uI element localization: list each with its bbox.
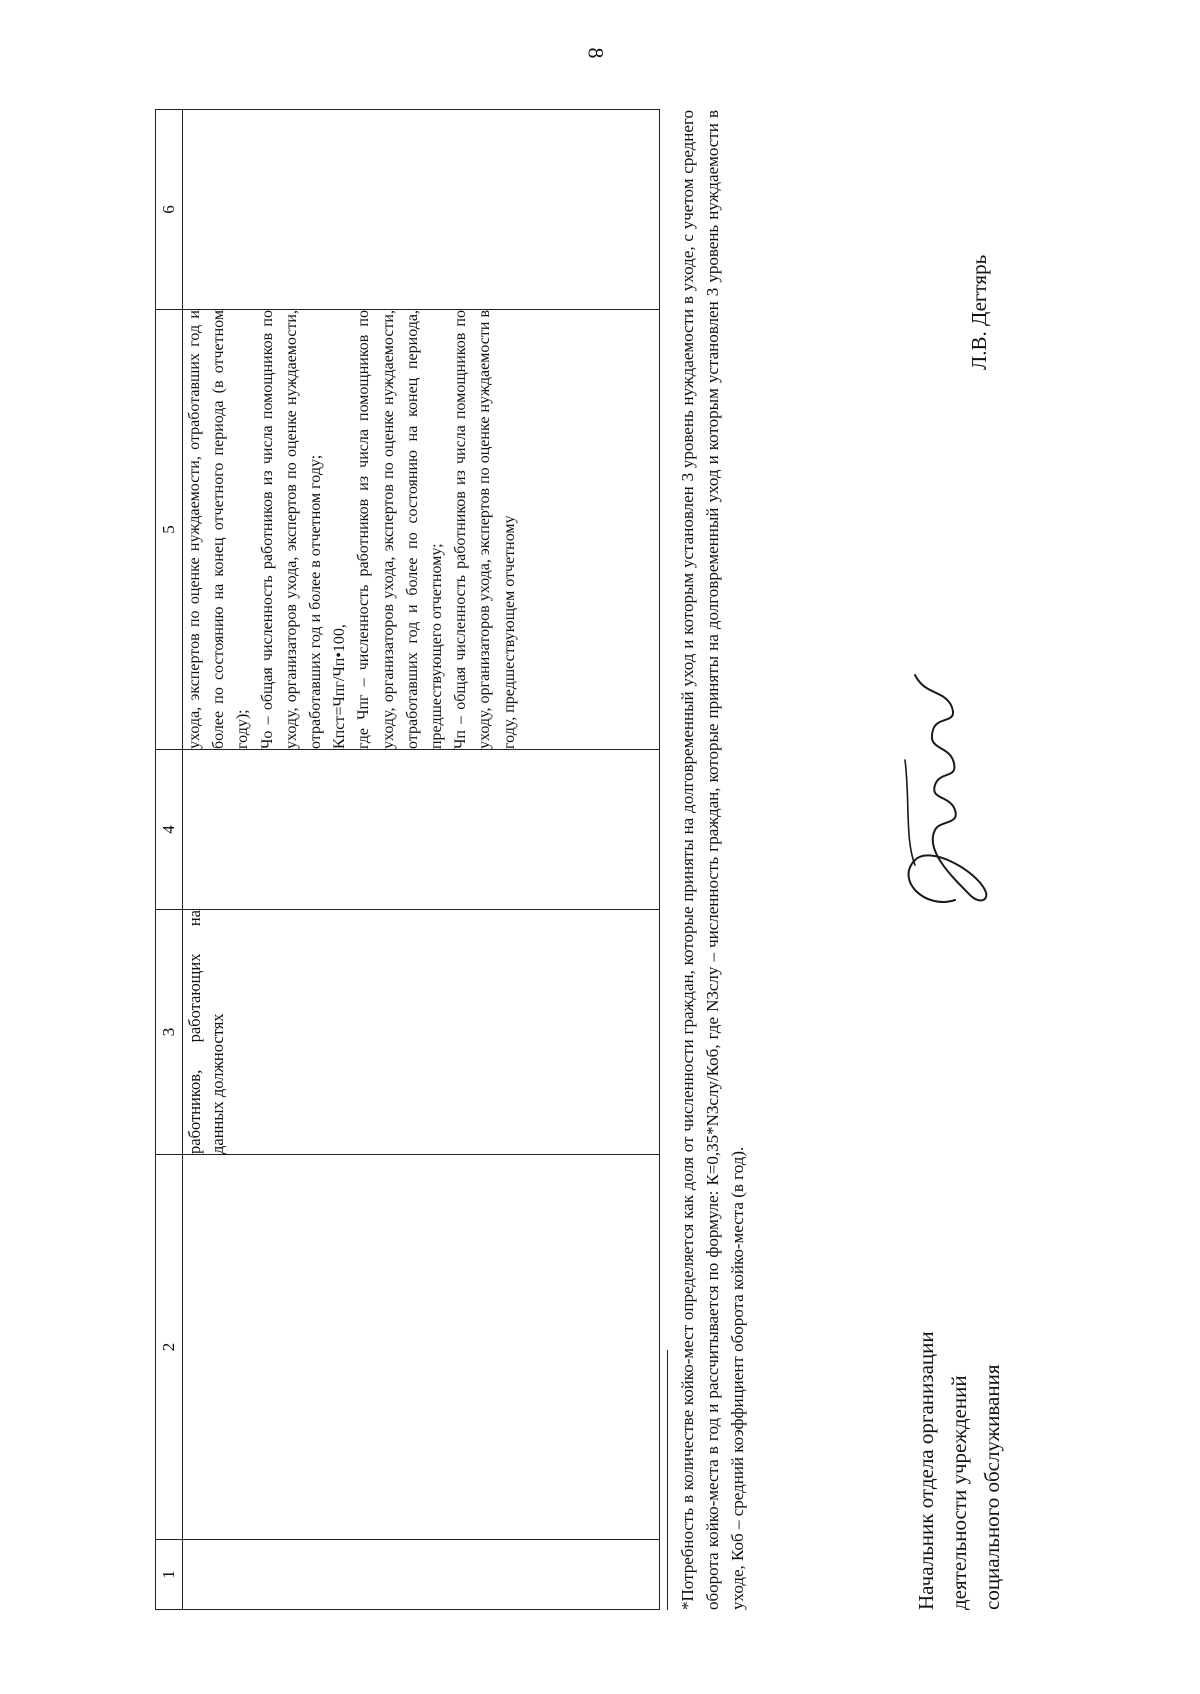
landscape-content [155, 30, 1055, 1610]
table-cell [183, 750, 660, 910]
table-cell [183, 110, 660, 310]
formula-text: ухода, экспертов по оценке нуждаемости, отработавших год и более по состоянию на конец отчетного периода (в отчетном году); [186, 310, 252, 749]
page-number: 8 [583, 47, 609, 59]
criteria-table [155, 109, 660, 1610]
column-number: 6 [156, 110, 183, 310]
table-cell-col3: работников, работающих на данных должностях [183, 910, 660, 1155]
formula-text: Чо – общая численность работников из числа помощников по уходу, организаторов ухода, экспертов по оценке нуждаемости, отработавших год и более в отчетном году; [258, 310, 325, 749]
signatory-name: Л.В. Дегтярь [967, 254, 991, 370]
column-number: 5 [156, 310, 183, 750]
formula-text: Кпст=Чпг/Чп•100, [331, 624, 349, 749]
column-number: 1 [156, 1540, 183, 1610]
table-cell [183, 1540, 660, 1610]
table-cell [183, 1155, 660, 1540]
signatory-position [910, 1331, 1009, 1610]
footnote-divider [667, 1350, 668, 1610]
position-line: социального обслуживания [980, 1364, 1004, 1610]
formula-text: Чп – общая численность работников из числа помощников по уходу, организаторов ухода, экспертов по оценке нуждаемости в году, предшествующем отчетному [452, 310, 518, 749]
column-number: 3 [156, 910, 183, 1155]
table-cell-col5 [183, 310, 660, 750]
footnote: *Потребность в количестве койко-мест определяется как доля от численности граждан, которые приняты на долговременный уход и которым установлен 3 уровень нуждаемости в уходе, с учетом среднего оборота койко-места в год и рассчитывается по формуле: К=0,35*N3слу/Коб, где N3слу – численность граждан, которые приняты на долговременный уход и которым установлен 3 уровень нуждаемости в уходе, Коб – средний коэффициент оборота койко-места (в год). [678, 110, 747, 1610]
formula-text: где Чпг – численность работников из числа помощников по уходу, организаторов ухода, экспертов по оценке нуждаемости, отработавших год и более по состоянию на конец периода, предшествующего отчетному; [355, 310, 446, 749]
handwritten-signature [885, 660, 1005, 920]
column-number: 4 [156, 750, 183, 910]
position-line: Начальник отдела организации [914, 1331, 938, 1610]
table-row [183, 110, 660, 1610]
position-line: деятельности учреждений [947, 1375, 971, 1610]
column-number: 2 [156, 1155, 183, 1540]
table-header-row [156, 110, 183, 1610]
